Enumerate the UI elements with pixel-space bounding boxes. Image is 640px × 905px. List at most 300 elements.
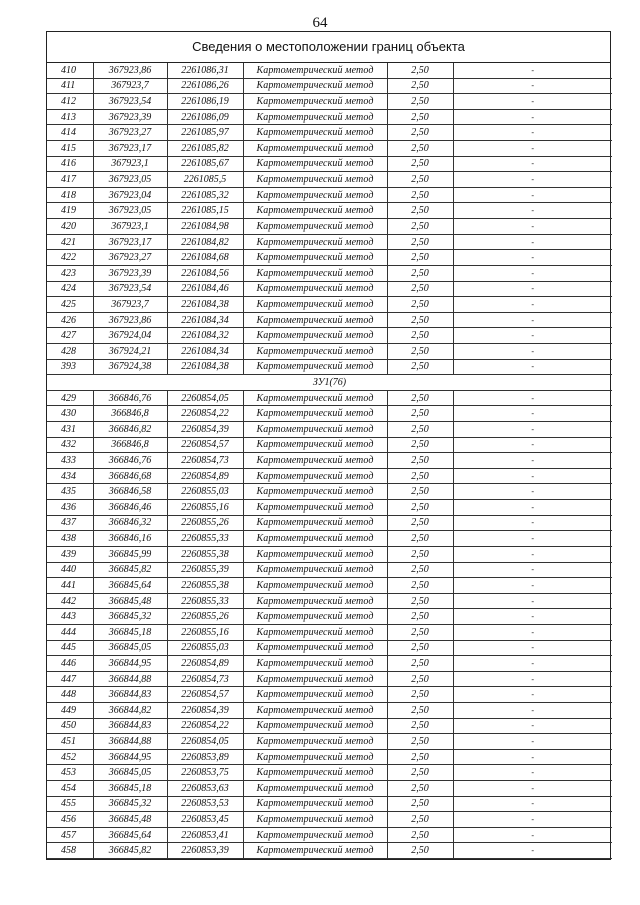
y-coordinate-cell: 2260855,33 — [167, 593, 243, 609]
point-number-cell: 455 — [47, 796, 93, 812]
accuracy-cell: 2,50 — [387, 265, 453, 281]
description-cell: - — [453, 687, 612, 703]
x-coordinate-cell: 367923,7 — [93, 297, 167, 313]
y-coordinate-cell: 2261085,5 — [167, 172, 243, 188]
description-cell: - — [453, 63, 612, 78]
y-coordinate-cell: 2260855,39 — [167, 562, 243, 578]
x-coordinate-cell: 366845,82 — [93, 562, 167, 578]
method-cell: Картометрический метод — [243, 390, 387, 406]
y-coordinate-cell: 2261084,38 — [167, 297, 243, 313]
table-row — [47, 78, 612, 94]
method-cell: Картометрический метод — [243, 671, 387, 687]
description-cell: - — [453, 359, 612, 375]
x-coordinate-cell: 366845,32 — [93, 796, 167, 812]
description-cell: - — [453, 187, 612, 203]
method-cell: Картометрический метод — [243, 812, 387, 828]
x-coordinate-cell: 366845,48 — [93, 593, 167, 609]
method-cell: Картометрический метод — [243, 531, 387, 547]
table-row — [47, 328, 612, 344]
point-number-cell: 425 — [47, 297, 93, 313]
x-coordinate-cell: 366844,95 — [93, 656, 167, 672]
table-row — [47, 671, 612, 687]
accuracy-cell: 2,50 — [387, 250, 453, 266]
x-coordinate-cell: 367924,04 — [93, 328, 167, 344]
x-coordinate-cell: 367923,1 — [93, 156, 167, 172]
method-cell: Картометрический метод — [243, 734, 387, 750]
description-cell: - — [453, 156, 612, 172]
y-coordinate-cell: 2260854,73 — [167, 453, 243, 469]
method-cell: Картометрический метод — [243, 359, 387, 375]
method-cell: Картометрический метод — [243, 250, 387, 266]
table-row — [47, 203, 612, 219]
method-cell: Картометрический метод — [243, 468, 387, 484]
method-cell: Картометрический метод — [243, 484, 387, 500]
accuracy-cell: 2,50 — [387, 624, 453, 640]
method-cell: Картометрический метод — [243, 781, 387, 797]
method-cell: Картометрический метод — [243, 219, 387, 235]
method-cell: Картометрический метод — [243, 578, 387, 594]
method-cell: Картометрический метод — [243, 281, 387, 297]
table-row — [47, 250, 612, 266]
table-row — [47, 765, 612, 781]
table-row — [47, 796, 612, 812]
point-number-cell: 424 — [47, 281, 93, 297]
y-coordinate-cell: 2261085,97 — [167, 125, 243, 141]
description-cell: - — [453, 328, 612, 344]
section-label: ЗУ1(76) — [47, 375, 612, 391]
x-coordinate-cell: 367923,05 — [93, 172, 167, 188]
point-number-cell: 431 — [47, 422, 93, 438]
point-number-cell: 436 — [47, 500, 93, 516]
point-number-cell: 440 — [47, 562, 93, 578]
method-cell: Картометрический метод — [243, 656, 387, 672]
method-cell: Картометрический метод — [243, 265, 387, 281]
description-cell: - — [453, 734, 612, 750]
point-number-cell: 451 — [47, 734, 93, 750]
description-cell: - — [453, 141, 612, 157]
y-coordinate-cell: 2260855,16 — [167, 500, 243, 516]
method-cell: Картометрический метод — [243, 562, 387, 578]
method-cell: Картометрический метод — [243, 453, 387, 469]
method-cell: Картометрический метод — [243, 624, 387, 640]
description-cell: - — [453, 702, 612, 718]
accuracy-cell: 2,50 — [387, 749, 453, 765]
point-number-cell: 427 — [47, 328, 93, 344]
description-cell: - — [453, 718, 612, 734]
method-cell: Картометрический метод — [243, 609, 387, 625]
method-cell: Картометрический метод — [243, 687, 387, 703]
y-coordinate-cell: 2261084,34 — [167, 343, 243, 359]
point-number-cell: 443 — [47, 609, 93, 625]
table-row — [47, 406, 612, 422]
description-cell: - — [453, 203, 612, 219]
point-number-cell: 445 — [47, 640, 93, 656]
point-number-cell: 418 — [47, 187, 93, 203]
description-cell: - — [453, 500, 612, 516]
method-cell: Картометрический метод — [243, 234, 387, 250]
description-cell: - — [453, 640, 612, 656]
description-cell: - — [453, 422, 612, 438]
y-coordinate-cell: 2260854,57 — [167, 437, 243, 453]
table-row — [47, 468, 612, 484]
accuracy-cell: 2,50 — [387, 94, 453, 110]
method-cell: Картометрический метод — [243, 141, 387, 157]
coordinates-table-body — [47, 63, 612, 859]
y-coordinate-cell: 2260855,16 — [167, 624, 243, 640]
y-coordinate-cell: 2261084,46 — [167, 281, 243, 297]
table-row — [47, 484, 612, 500]
point-number-cell: 416 — [47, 156, 93, 172]
point-number-cell: 437 — [47, 515, 93, 531]
accuracy-cell: 2,50 — [387, 609, 453, 625]
point-number-cell: 413 — [47, 109, 93, 125]
table-row — [47, 359, 612, 375]
description-cell: - — [453, 796, 612, 812]
accuracy-cell: 2,50 — [387, 812, 453, 828]
accuracy-cell: 2,50 — [387, 141, 453, 157]
table-row — [47, 531, 612, 547]
table-row — [47, 609, 612, 625]
description-cell: - — [453, 234, 612, 250]
point-number-cell: 448 — [47, 687, 93, 703]
description-cell: - — [453, 546, 612, 562]
method-cell: Картометрический метод — [243, 125, 387, 141]
description-cell: - — [453, 484, 612, 500]
y-coordinate-cell: 2261084,38 — [167, 359, 243, 375]
table-row — [47, 219, 612, 235]
method-cell: Картометрический метод — [243, 422, 387, 438]
point-number-cell: 449 — [47, 702, 93, 718]
point-number-cell: 430 — [47, 406, 93, 422]
method-cell: Картометрический метод — [243, 172, 387, 188]
method-cell: Картометрический метод — [243, 765, 387, 781]
y-coordinate-cell: 2260855,26 — [167, 609, 243, 625]
accuracy-cell: 2,50 — [387, 500, 453, 516]
description-cell: - — [453, 265, 612, 281]
accuracy-cell: 2,50 — [387, 203, 453, 219]
table-row — [47, 624, 612, 640]
description-cell: - — [453, 515, 612, 531]
description-cell: - — [453, 578, 612, 594]
point-number-cell: 434 — [47, 468, 93, 484]
method-cell: Картометрический метод — [243, 796, 387, 812]
accuracy-cell: 2,50 — [387, 172, 453, 188]
accuracy-cell: 2,50 — [387, 453, 453, 469]
point-number-cell: 415 — [47, 141, 93, 157]
method-cell: Картометрический метод — [243, 312, 387, 328]
y-coordinate-cell: 2261085,67 — [167, 156, 243, 172]
table-row — [47, 781, 612, 797]
accuracy-cell: 2,50 — [387, 796, 453, 812]
accuracy-cell: 2,50 — [387, 781, 453, 797]
point-number-cell: 419 — [47, 203, 93, 219]
accuracy-cell: 2,50 — [387, 125, 453, 141]
description-cell: - — [453, 843, 612, 859]
point-number-cell: 457 — [47, 827, 93, 843]
point-number-cell: 421 — [47, 234, 93, 250]
y-coordinate-cell: 2260853,53 — [167, 796, 243, 812]
y-coordinate-cell: 2260854,22 — [167, 718, 243, 734]
y-coordinate-cell: 2260854,73 — [167, 671, 243, 687]
x-coordinate-cell: 367923,39 — [93, 265, 167, 281]
point-number-cell: 426 — [47, 312, 93, 328]
method-cell: Картометрический метод — [243, 827, 387, 843]
y-coordinate-cell: 2261084,34 — [167, 312, 243, 328]
table-row — [47, 718, 612, 734]
table-row — [47, 515, 612, 531]
table-row — [47, 656, 612, 672]
method-cell: Картометрический метод — [243, 718, 387, 734]
point-number-cell: 446 — [47, 656, 93, 672]
accuracy-cell: 2,50 — [387, 578, 453, 594]
y-coordinate-cell: 2260854,39 — [167, 702, 243, 718]
description-cell: - — [453, 671, 612, 687]
point-number-cell: 417 — [47, 172, 93, 188]
table-row — [47, 297, 612, 313]
y-coordinate-cell: 2260854,05 — [167, 734, 243, 750]
x-coordinate-cell: 366846,32 — [93, 515, 167, 531]
page-number: 64 — [312, 15, 328, 31]
x-coordinate-cell: 366846,76 — [93, 390, 167, 406]
point-number-cell: 414 — [47, 125, 93, 141]
y-coordinate-cell: 2260853,63 — [167, 781, 243, 797]
section-row — [47, 375, 612, 391]
accuracy-cell: 2,50 — [387, 328, 453, 344]
method-cell: Картометрический метод — [243, 702, 387, 718]
x-coordinate-cell: 366846,82 — [93, 422, 167, 438]
table-row — [47, 578, 612, 594]
accuracy-cell: 2,50 — [387, 437, 453, 453]
y-coordinate-cell: 2260854,22 — [167, 406, 243, 422]
table-row — [47, 749, 612, 765]
accuracy-cell: 2,50 — [387, 343, 453, 359]
description-cell: - — [453, 312, 612, 328]
method-cell: Картометрический метод — [243, 546, 387, 562]
accuracy-cell: 2,50 — [387, 156, 453, 172]
method-cell: Картометрический метод — [243, 187, 387, 203]
table-row — [47, 500, 612, 516]
accuracy-cell: 2,50 — [387, 484, 453, 500]
table-row — [47, 593, 612, 609]
x-coordinate-cell: 366846,68 — [93, 468, 167, 484]
method-cell: Картометрический метод — [243, 203, 387, 219]
description-cell: - — [453, 531, 612, 547]
table-row — [47, 156, 612, 172]
table-row — [47, 640, 612, 656]
table-row — [47, 812, 612, 828]
description-cell: - — [453, 437, 612, 453]
y-coordinate-cell: 2260854,57 — [167, 687, 243, 703]
description-cell: - — [453, 219, 612, 235]
table-row — [47, 687, 612, 703]
point-number-cell: 453 — [47, 765, 93, 781]
point-number-cell: 450 — [47, 718, 93, 734]
point-number-cell: 410 — [47, 63, 93, 78]
method-cell: Картометрический метод — [243, 109, 387, 125]
table-row — [47, 390, 612, 406]
accuracy-cell: 2,50 — [387, 593, 453, 609]
x-coordinate-cell: 367923,86 — [93, 312, 167, 328]
method-cell: Картометрический метод — [243, 640, 387, 656]
x-coordinate-cell: 366845,99 — [93, 546, 167, 562]
method-cell: Картометрический метод — [243, 593, 387, 609]
point-number-cell: 441 — [47, 578, 93, 594]
accuracy-cell: 2,50 — [387, 406, 453, 422]
point-number-cell: 420 — [47, 219, 93, 235]
y-coordinate-cell: 2260854,89 — [167, 656, 243, 672]
y-coordinate-cell: 2260853,89 — [167, 749, 243, 765]
accuracy-cell: 2,50 — [387, 312, 453, 328]
y-coordinate-cell: 2260855,26 — [167, 515, 243, 531]
description-cell: - — [453, 453, 612, 469]
point-number-cell: 429 — [47, 390, 93, 406]
description-cell: - — [453, 749, 612, 765]
x-coordinate-cell: 366846,16 — [93, 531, 167, 547]
accuracy-cell: 2,50 — [387, 63, 453, 78]
accuracy-cell: 2,50 — [387, 843, 453, 859]
x-coordinate-cell: 366845,18 — [93, 624, 167, 640]
x-coordinate-cell: 367923,7 — [93, 78, 167, 94]
method-cell: Картометрический метод — [243, 406, 387, 422]
y-coordinate-cell: 2261084,56 — [167, 265, 243, 281]
x-coordinate-cell: 367923,1 — [93, 219, 167, 235]
y-coordinate-cell: 2261086,19 — [167, 94, 243, 110]
table-row — [47, 312, 612, 328]
accuracy-cell: 2,50 — [387, 297, 453, 313]
y-coordinate-cell: 2260855,03 — [167, 640, 243, 656]
table-row — [47, 187, 612, 203]
point-number-cell: 439 — [47, 546, 93, 562]
description-cell: - — [453, 827, 612, 843]
point-number-cell: 447 — [47, 671, 93, 687]
accuracy-cell: 2,50 — [387, 515, 453, 531]
accuracy-cell: 2,50 — [387, 562, 453, 578]
boundary-table-sheet — [46, 31, 611, 860]
point-number-cell: 433 — [47, 453, 93, 469]
y-coordinate-cell: 2260854,39 — [167, 422, 243, 438]
accuracy-cell: 2,50 — [387, 78, 453, 94]
method-cell: Картометрический метод — [243, 94, 387, 110]
accuracy-cell: 2,50 — [387, 234, 453, 250]
x-coordinate-cell: 366845,05 — [93, 765, 167, 781]
x-coordinate-cell: 367923,39 — [93, 109, 167, 125]
point-number-cell: 456 — [47, 812, 93, 828]
y-coordinate-cell: 2261084,82 — [167, 234, 243, 250]
x-coordinate-cell: 366845,64 — [93, 578, 167, 594]
description-cell: - — [453, 94, 612, 110]
x-coordinate-cell: 366844,88 — [93, 734, 167, 750]
y-coordinate-cell: 2260854,05 — [167, 390, 243, 406]
x-coordinate-cell: 367923,04 — [93, 187, 167, 203]
accuracy-cell: 2,50 — [387, 359, 453, 375]
description-cell: - — [453, 593, 612, 609]
description-cell: - — [453, 406, 612, 422]
description-cell: - — [453, 390, 612, 406]
y-coordinate-cell: 2261085,32 — [167, 187, 243, 203]
table-row — [47, 94, 612, 110]
y-coordinate-cell: 2261086,31 — [167, 63, 243, 78]
y-coordinate-cell: 2260855,38 — [167, 546, 243, 562]
x-coordinate-cell: 366846,58 — [93, 484, 167, 500]
description-cell: - — [453, 468, 612, 484]
y-coordinate-cell: 2260853,39 — [167, 843, 243, 859]
table-row — [47, 437, 612, 453]
accuracy-cell: 2,50 — [387, 734, 453, 750]
x-coordinate-cell: 367924,38 — [93, 359, 167, 375]
y-coordinate-cell: 2261085,82 — [167, 141, 243, 157]
method-cell: Картометрический метод — [243, 500, 387, 516]
table-row — [47, 422, 612, 438]
description-cell: - — [453, 656, 612, 672]
x-coordinate-cell: 367923,27 — [93, 250, 167, 266]
point-number-cell: 423 — [47, 265, 93, 281]
table-row — [47, 546, 612, 562]
point-number-cell: 442 — [47, 593, 93, 609]
x-coordinate-cell: 366846,8 — [93, 437, 167, 453]
accuracy-cell: 2,50 — [387, 827, 453, 843]
point-number-cell: 393 — [47, 359, 93, 375]
description-cell: - — [453, 609, 612, 625]
description-cell: - — [453, 172, 612, 188]
x-coordinate-cell: 366845,18 — [93, 781, 167, 797]
x-coordinate-cell: 366846,46 — [93, 500, 167, 516]
y-coordinate-cell: 2260855,38 — [167, 578, 243, 594]
point-number-cell: 435 — [47, 484, 93, 500]
accuracy-cell: 2,50 — [387, 109, 453, 125]
y-coordinate-cell: 2260853,75 — [167, 765, 243, 781]
accuracy-cell: 2,50 — [387, 656, 453, 672]
description-cell: - — [453, 281, 612, 297]
y-coordinate-cell: 2260855,03 — [167, 484, 243, 500]
table-row — [47, 125, 612, 141]
point-number-cell: 422 — [47, 250, 93, 266]
accuracy-cell: 2,50 — [387, 765, 453, 781]
accuracy-cell: 2,50 — [387, 187, 453, 203]
description-cell: - — [453, 297, 612, 313]
accuracy-cell: 2,50 — [387, 546, 453, 562]
point-number-cell: 412 — [47, 94, 93, 110]
accuracy-cell: 2,50 — [387, 468, 453, 484]
method-cell: Картометрический метод — [243, 437, 387, 453]
accuracy-cell: 2,50 — [387, 640, 453, 656]
point-number-cell: 454 — [47, 781, 93, 797]
table-row — [47, 141, 612, 157]
x-coordinate-cell: 366845,32 — [93, 609, 167, 625]
accuracy-cell: 2,50 — [387, 390, 453, 406]
table-row — [47, 343, 612, 359]
point-number-cell: 452 — [47, 749, 93, 765]
x-coordinate-cell: 366845,05 — [93, 640, 167, 656]
coordinates-table — [47, 63, 612, 859]
point-number-cell: 428 — [47, 343, 93, 359]
description-cell: - — [453, 250, 612, 266]
y-coordinate-cell: 2261085,15 — [167, 203, 243, 219]
method-cell: Картометрический метод — [243, 156, 387, 172]
y-coordinate-cell: 2261084,32 — [167, 328, 243, 344]
accuracy-cell: 2,50 — [387, 702, 453, 718]
y-coordinate-cell: 2261086,26 — [167, 78, 243, 94]
y-coordinate-cell: 2260853,45 — [167, 812, 243, 828]
table-title: Сведения о местоположении границ объекта — [47, 32, 610, 63]
method-cell: Картометрический метод — [243, 749, 387, 765]
x-coordinate-cell: 367923,17 — [93, 234, 167, 250]
x-coordinate-cell: 366844,88 — [93, 671, 167, 687]
x-coordinate-cell: 366846,76 — [93, 453, 167, 469]
accuracy-cell: 2,50 — [387, 687, 453, 703]
x-coordinate-cell: 367923,54 — [93, 94, 167, 110]
x-coordinate-cell: 366845,82 — [93, 843, 167, 859]
point-number-cell: 432 — [47, 437, 93, 453]
